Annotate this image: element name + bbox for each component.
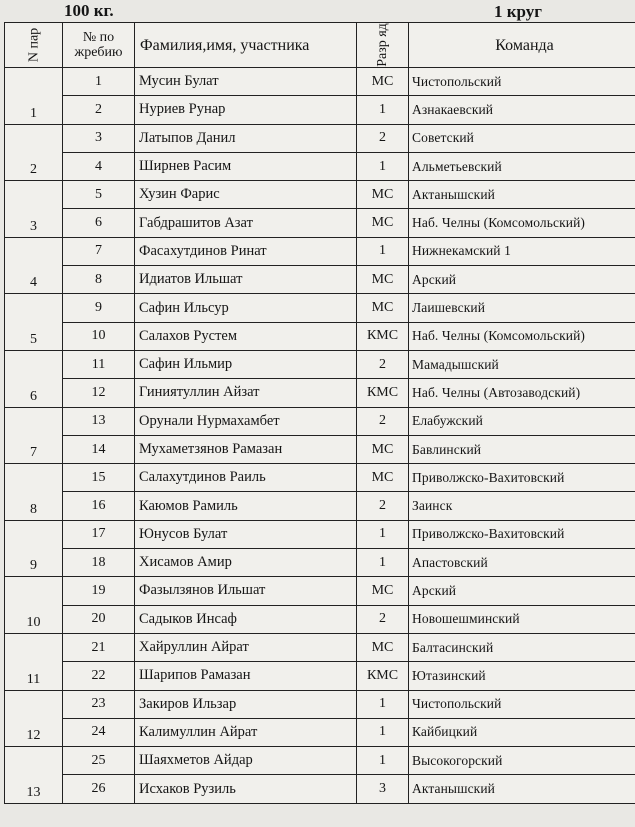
draw-number: 26 [63, 775, 135, 803]
table-row [5, 549, 635, 577]
pair-number: 11 [5, 633, 63, 690]
team-name: Альметьевский [409, 152, 635, 180]
participant-name: Юнусов Булат [135, 520, 357, 548]
table-row [5, 633, 635, 661]
team-name: Наб. Челны (Комсомольский) [409, 322, 635, 350]
round-label: 1 круг [494, 2, 542, 21]
participant-name: Ширнев Расим [135, 152, 357, 180]
rank: 2 [357, 605, 409, 633]
participant-name: Салахов Рустем [135, 322, 357, 350]
rank: 1 [357, 520, 409, 548]
participant-name: Хузин Фарис [135, 181, 357, 209]
col-header-team: Команда [409, 23, 635, 68]
draw-number: 20 [63, 605, 135, 633]
team-name: Мамадышский [409, 350, 635, 378]
draw-number: 23 [63, 690, 135, 718]
team-name: Актанышский [409, 181, 635, 209]
participant-name: Сафин Ильмир [135, 350, 357, 378]
table-body [5, 68, 635, 804]
rank: 2 [357, 407, 409, 435]
rank: 1 [357, 549, 409, 577]
draw-number: 3 [63, 124, 135, 152]
pair-number: 7 [5, 407, 63, 464]
table-row [5, 68, 635, 96]
participant-name: Каюмов Рамиль [135, 492, 357, 520]
draw-number: 21 [63, 633, 135, 661]
draw-number: 10 [63, 322, 135, 350]
pair-number: 1 [5, 68, 63, 125]
rank: 1 [357, 690, 409, 718]
team-name: Арский [409, 577, 635, 605]
pair-number: 6 [5, 350, 63, 407]
rank: МС [357, 181, 409, 209]
draw-number: 8 [63, 266, 135, 294]
pair-number: 4 [5, 237, 63, 294]
col-header-pair: N пар [5, 23, 63, 68]
rank: МС [357, 577, 409, 605]
participant-name: Нуриев Рунар [135, 96, 357, 124]
table-row [5, 718, 635, 746]
draw-number: 12 [63, 379, 135, 407]
rank: МС [357, 266, 409, 294]
table-row [5, 492, 635, 520]
rank: 2 [357, 124, 409, 152]
draw-number: 7 [63, 237, 135, 265]
rank: 1 [357, 96, 409, 124]
team-name: Азнакаевский [409, 96, 635, 124]
pair-number: 8 [5, 464, 63, 521]
rank: КМС [357, 379, 409, 407]
table-row [5, 124, 635, 152]
team-name: Приволжско-Вахитовский [409, 520, 635, 548]
document-header [0, 0, 635, 22]
participant-name: Идиатов Ильшат [135, 266, 357, 294]
participant-name: Фасахутдинов Ринат [135, 237, 357, 265]
draw-number: 18 [63, 549, 135, 577]
draw-number: 14 [63, 435, 135, 463]
draw-number: 17 [63, 520, 135, 548]
table-row [5, 605, 635, 633]
table-row [5, 350, 635, 378]
participant-name: Сафин Ильсур [135, 294, 357, 322]
table-row [5, 181, 635, 209]
draw-number: 13 [63, 407, 135, 435]
draw-number: 19 [63, 577, 135, 605]
rank: КМС [357, 322, 409, 350]
participant-name: Мусин Булат [135, 68, 357, 96]
table-row [5, 294, 635, 322]
team-name: Чистопольский [409, 690, 635, 718]
draw-number: 22 [63, 662, 135, 690]
table-row [5, 520, 635, 548]
rank: МС [357, 68, 409, 96]
participant-name: Исхаков Рузиль [135, 775, 357, 803]
pair-number: 5 [5, 294, 63, 351]
draw-number: 15 [63, 464, 135, 492]
rank: 3 [357, 775, 409, 803]
table-header-row [5, 23, 635, 68]
team-name: Балтасинский [409, 633, 635, 661]
team-name: Наб. Челны (Комсомольский) [409, 209, 635, 237]
team-name: Бавлинский [409, 435, 635, 463]
table-row [5, 152, 635, 180]
participant-name: Орунали Нурмахамбет [135, 407, 357, 435]
draw-number: 6 [63, 209, 135, 237]
table-row [5, 322, 635, 350]
rank: 1 [357, 718, 409, 746]
col-header-rank: Разр яд [357, 23, 409, 68]
rank: 2 [357, 492, 409, 520]
draw-number: 24 [63, 718, 135, 746]
col-header-draw-number: № по жребию [63, 23, 135, 68]
draw-number: 11 [63, 350, 135, 378]
table-row [5, 662, 635, 690]
pair-number: 9 [5, 520, 63, 577]
pair-number: 13 [5, 747, 63, 804]
team-name: Нижнекамский 1 [409, 237, 635, 265]
table-row [5, 690, 635, 718]
table-row [5, 237, 635, 265]
team-name: Советский [409, 124, 635, 152]
participant-name: Фазылзянов Ильшат [135, 577, 357, 605]
table-row [5, 96, 635, 124]
team-name: Ютазинский [409, 662, 635, 690]
team-name: Актанышский [409, 775, 635, 803]
pair-number: 10 [5, 577, 63, 634]
participant-name: Садыков Инсаф [135, 605, 357, 633]
participant-name: Хисамов Амир [135, 549, 357, 577]
rank: КМС [357, 662, 409, 690]
table-row [5, 407, 635, 435]
rank: 2 [357, 350, 409, 378]
rank: МС [357, 294, 409, 322]
draw-number: 2 [63, 96, 135, 124]
draw-number: 25 [63, 747, 135, 775]
team-name: Высокогорский [409, 747, 635, 775]
participant-name: Шарипов Рамазан [135, 662, 357, 690]
participant-name: Гиниятуллин Айзат [135, 379, 357, 407]
rank: 1 [357, 237, 409, 265]
table-row [5, 775, 635, 803]
participant-name: Калимуллин Айрат [135, 718, 357, 746]
team-name: Приволжско-Вахитовский [409, 464, 635, 492]
team-name: Арский [409, 266, 635, 294]
team-name: Лаишевский [409, 294, 635, 322]
rank: МС [357, 633, 409, 661]
draw-number: 1 [63, 68, 135, 96]
draw-number: 4 [63, 152, 135, 180]
participant-name: Мухаметзянов Рамазан [135, 435, 357, 463]
team-name: Новошешминский [409, 605, 635, 633]
draw-table [4, 22, 635, 804]
team-name: Чистопольский [409, 68, 635, 96]
col-header-name: Фамилия,имя, участника [135, 23, 357, 68]
table-row [5, 577, 635, 605]
draw-number: 9 [63, 294, 135, 322]
participant-name: Хайруллин Айрат [135, 633, 357, 661]
rank: МС [357, 435, 409, 463]
rank: МС [357, 464, 409, 492]
pair-number: 2 [5, 124, 63, 181]
pair-number: 12 [5, 690, 63, 747]
draw-number: 16 [63, 492, 135, 520]
rank: 1 [357, 747, 409, 775]
table-row [5, 379, 635, 407]
team-name: Елабужский [409, 407, 635, 435]
pair-number: 3 [5, 181, 63, 238]
rank: МС [357, 209, 409, 237]
team-name: Апастовский [409, 549, 635, 577]
participant-name: Латыпов Данил [135, 124, 357, 152]
participant-name: Салахутдинов Раиль [135, 464, 357, 492]
table-row [5, 464, 635, 492]
draw-number: 5 [63, 181, 135, 209]
table-row [5, 435, 635, 463]
weight-category: 100 кг. [64, 1, 114, 20]
table-row [5, 209, 635, 237]
participant-name: Габдрашитов Азат [135, 209, 357, 237]
team-name: Заинск [409, 492, 635, 520]
table-row [5, 266, 635, 294]
team-name: Кайбицкий [409, 718, 635, 746]
table-row [5, 747, 635, 775]
participant-name: Закиров Ильзар [135, 690, 357, 718]
participant-name: Шаяхметов Айдар [135, 747, 357, 775]
team-name: Наб. Челны (Автозаводский) [409, 379, 635, 407]
rank: 1 [357, 152, 409, 180]
